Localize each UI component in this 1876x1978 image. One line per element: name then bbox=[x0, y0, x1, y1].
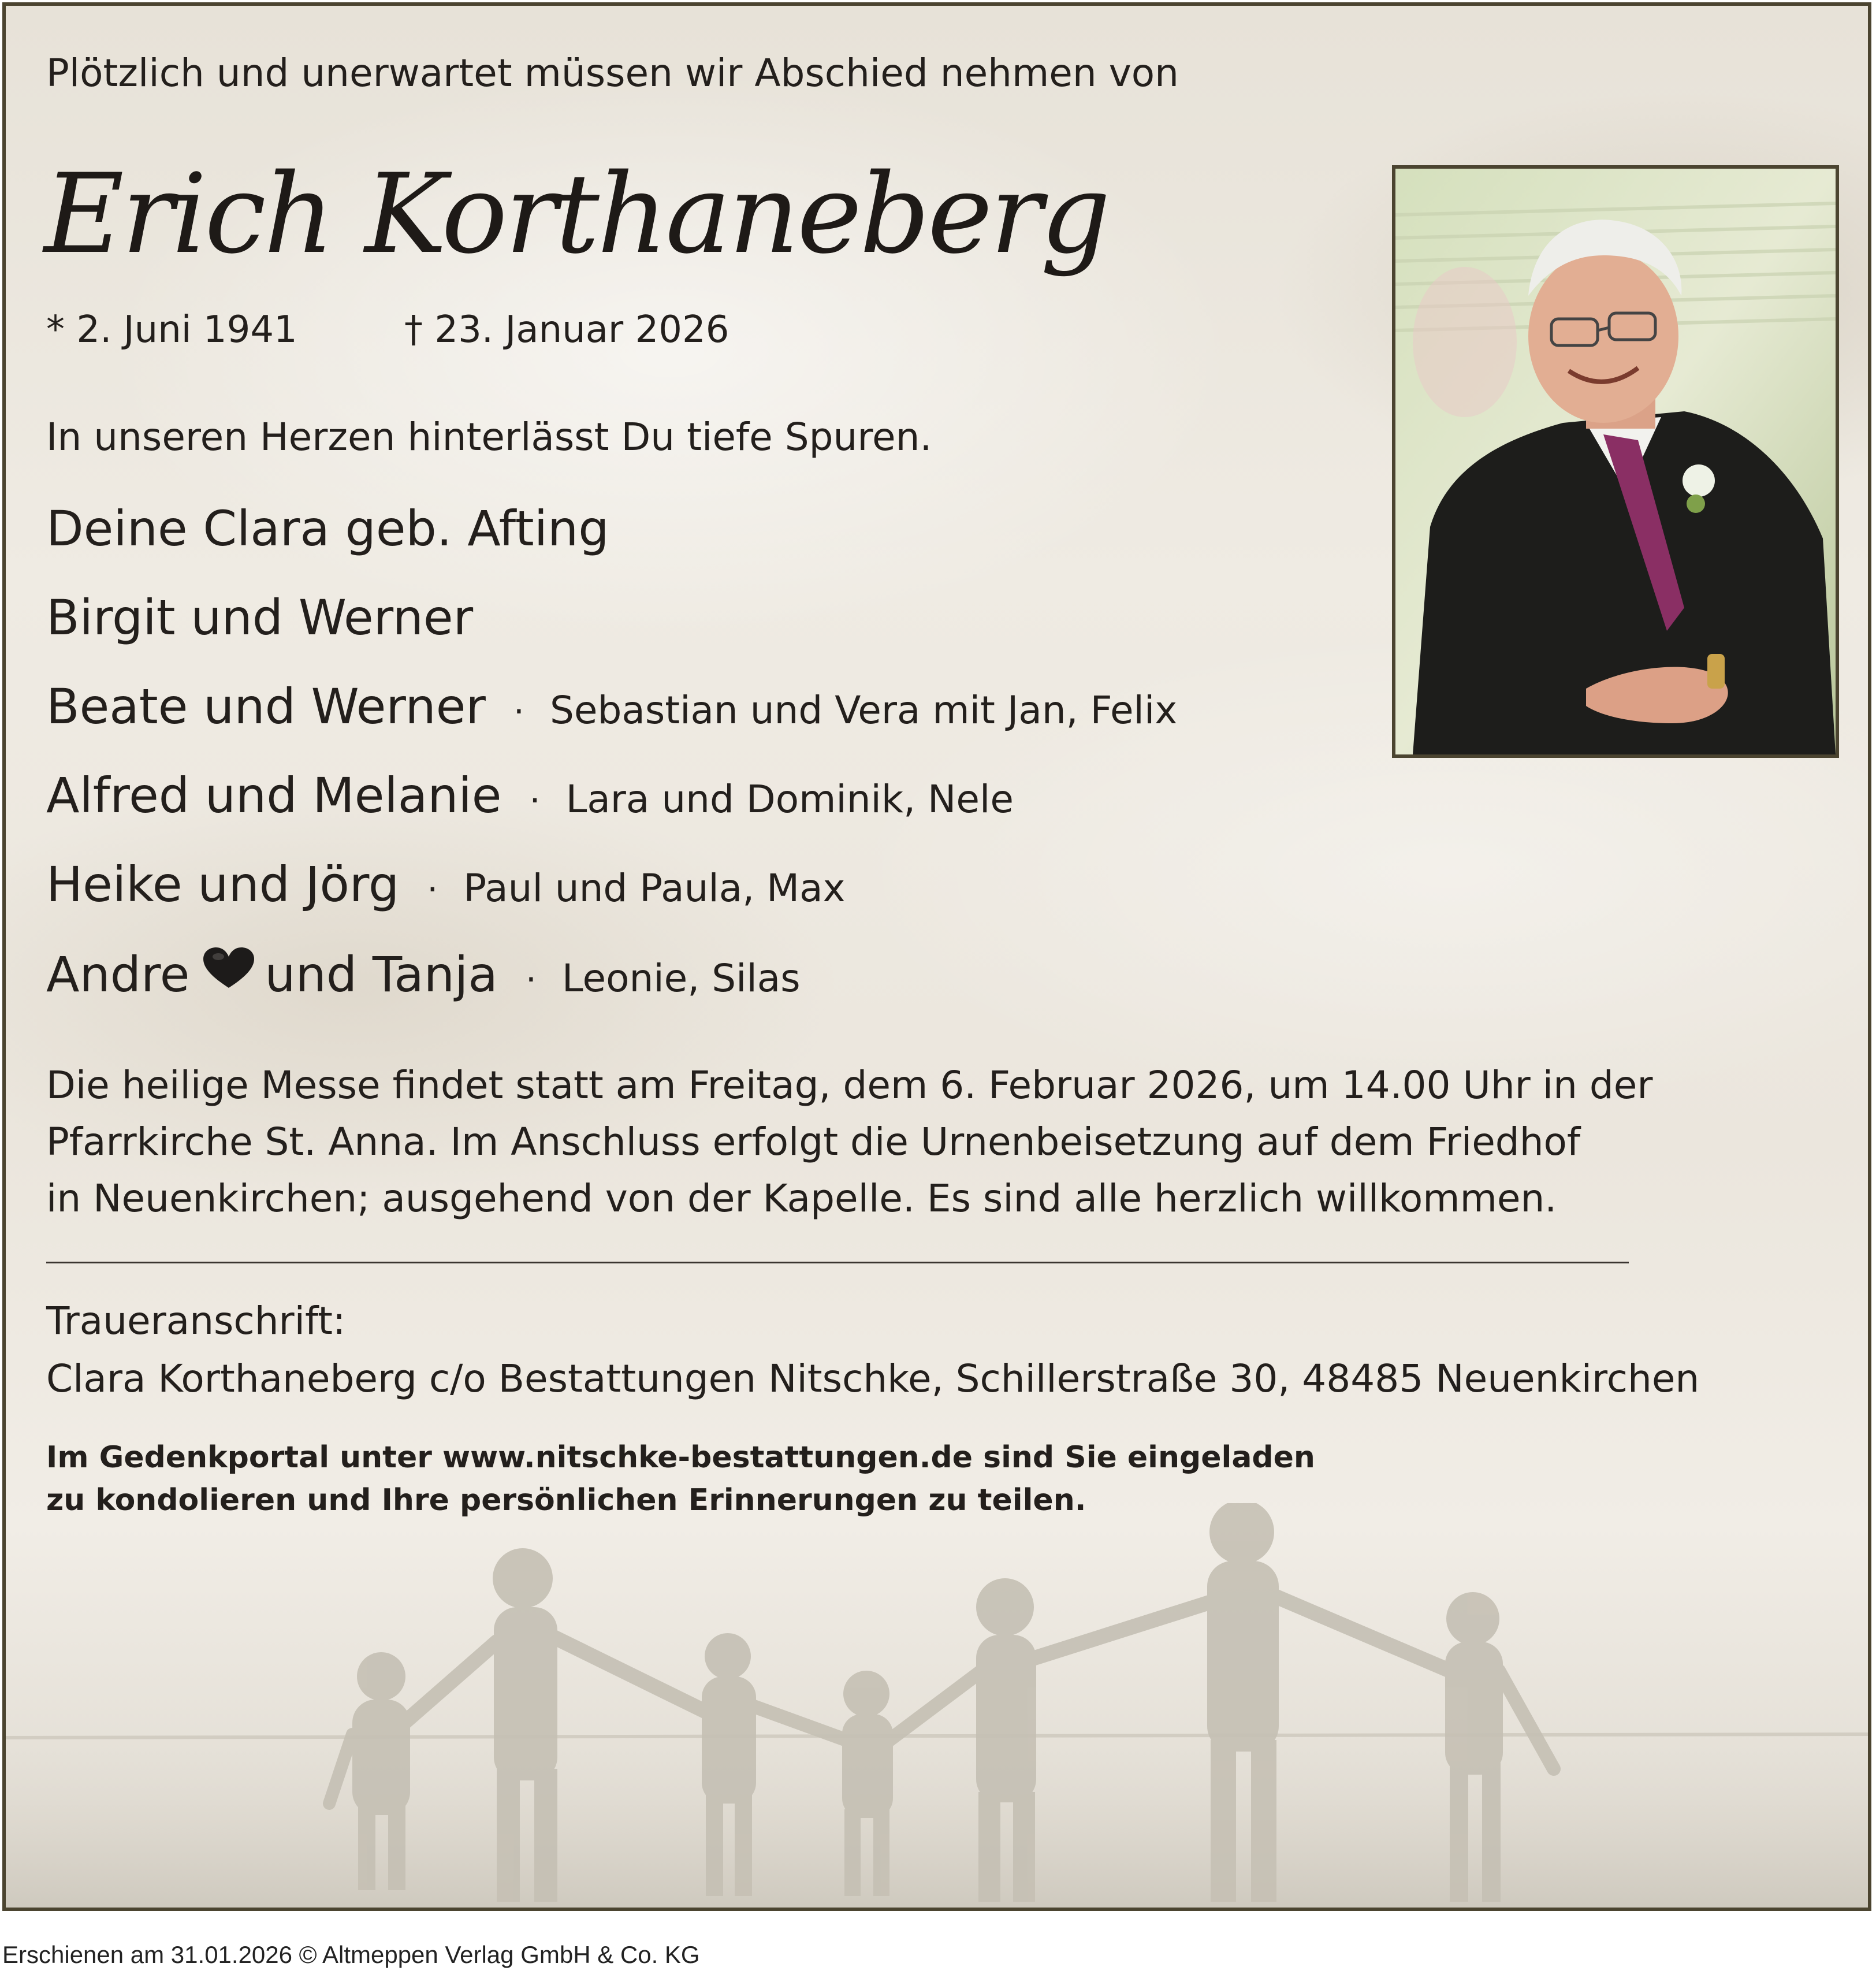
family-row bbox=[46, 589, 473, 646]
separator-dot: · bbox=[529, 780, 541, 821]
separator-dot: · bbox=[427, 869, 438, 910]
address-line: Clara Korthaneberg c/o Bestattungen Nitschke, Schillerstraße 30, 48485 Neuenkirchen bbox=[46, 1356, 1700, 1401]
family-children: Sebastian und Vera mit Jan, Felix bbox=[550, 688, 1178, 733]
motto-text: In unseren Herzen hinterlässt Du tiefe Spuren. bbox=[46, 415, 932, 459]
portrait-photo bbox=[1392, 165, 1839, 758]
family-names: Birgit und Werner bbox=[46, 589, 474, 646]
service-line: Pfarrkirche St. Anna. Im Anschluss erfolgt die Urnenbeisetzung auf dem Friedhof bbox=[46, 1120, 1581, 1164]
family-row bbox=[46, 678, 1177, 735]
family-row bbox=[46, 856, 846, 913]
birth-date: * 2. Juni 1941 bbox=[46, 308, 297, 351]
service-details bbox=[46, 1057, 1721, 1227]
family-children: Paul und Paula, Max bbox=[463, 866, 846, 910]
service-line: Die heilige Messe findet statt am Freitag, dem 6. Februar 2026, um 14.00 Uhr in der bbox=[46, 1063, 1653, 1107]
family-names: Deine Clara geb. Afting bbox=[46, 500, 609, 557]
obituary-card bbox=[2, 2, 1871, 1911]
family-children: Leonie, Silas bbox=[561, 956, 801, 1001]
address-label: Traueranschrift: bbox=[46, 1299, 346, 1343]
family-name-before: Andre bbox=[46, 946, 190, 1003]
family-silhouette-image bbox=[6, 1503, 1868, 1908]
separator-dot: · bbox=[513, 691, 524, 732]
death-date: † 23. Januar 2026 bbox=[404, 308, 729, 351]
family-name-after: und Tanja bbox=[265, 946, 498, 1003]
portal-line: Im Gedenkportal unter www.nitschke-bestattungen.de sind Sie eingeladen bbox=[46, 1440, 1315, 1475]
family-row bbox=[46, 767, 1014, 824]
intro-text: Plötzlich und unerwartet müssen wir Abschied nehmen von bbox=[46, 51, 1179, 95]
portrait-illustration bbox=[1395, 169, 1836, 754]
service-line: in Neuenkirchen; ausgehend von der Kapelle. Es sind alle herzlich willkommen. bbox=[46, 1176, 1557, 1221]
family-names: Alfred und Melanie bbox=[46, 767, 502, 824]
separator-dot: · bbox=[525, 960, 537, 1000]
family-names: Beate und Werner bbox=[46, 678, 486, 735]
publication-footer: Erschienen am 31.01.2026 © Altmeppen Verlag GmbH & Co. KG bbox=[2, 1941, 700, 1968]
family-row bbox=[46, 500, 609, 557]
divider bbox=[46, 1262, 1629, 1263]
portal-line: zu kondolieren und Ihre persönlichen Erinnerungen zu teilen. bbox=[46, 1483, 1086, 1518]
memorial-portal-note bbox=[46, 1436, 1315, 1522]
family-names: Heike und Jörg bbox=[46, 856, 400, 913]
deceased-name: Erich Korthaneberg bbox=[44, 150, 1108, 278]
family-children: Lara und Dominik, Nele bbox=[565, 777, 1014, 821]
family-row bbox=[46, 945, 801, 1003]
heart-icon bbox=[201, 945, 256, 991]
